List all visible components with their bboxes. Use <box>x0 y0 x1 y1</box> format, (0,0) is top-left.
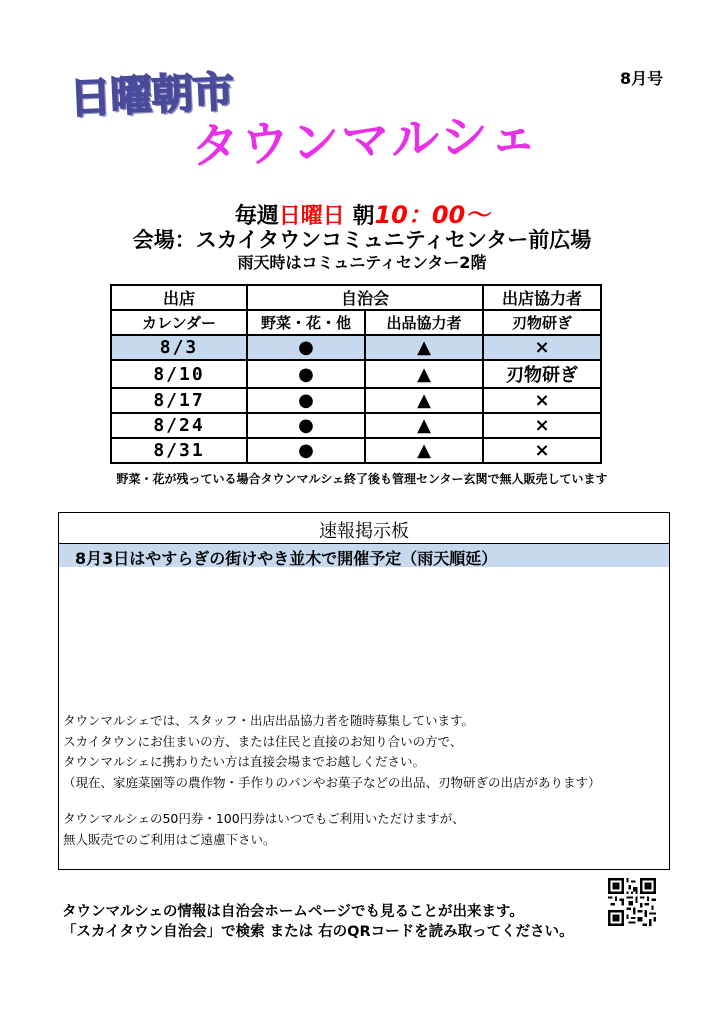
row-knife-text: 刃物研ぎ <box>483 360 601 388</box>
qr-code-icon[interactable] <box>608 878 656 926</box>
schedule-table <box>110 284 602 464</box>
footer-line: 「スカイタウン自治会」で検索 または 右のQRコードを読み取ってください。 <box>62 924 574 940</box>
board-paragraph: （現在、家庭菜園等の農作物・手作りのパンやお菓子などの出品、刃物研ぎの出店があります） <box>63 774 601 790</box>
schedule-day: 日曜日 <box>278 204 345 229</box>
row-cross: × <box>483 413 601 438</box>
row-triangle: ▲ <box>365 413 483 438</box>
schedule-mid: 朝 <box>344 204 375 229</box>
board-title: 速報掲示板 <box>319 521 409 542</box>
issue-label: 8月号 <box>620 69 664 88</box>
row-circle: ● <box>247 335 365 360</box>
footer-line: タウンマルシェの情報は自治会ホームページでも見ることが出来ます。 <box>62 904 524 920</box>
row-date: 8/10 <box>111 360 247 388</box>
row-circle: ● <box>247 413 365 438</box>
board-paragraph: スカイタウンにお住まいの方、または住民と直接のお知り合いの方で、 <box>63 733 463 749</box>
row-date: 8/17 <box>111 388 247 413</box>
board-paragraph: タウンマルシェの50円券・100円券はいつでもご利用いただけますが、 <box>63 811 465 826</box>
rain-text: 雨天時はコミュニティセンター2階 <box>237 253 487 272</box>
row-circle: ● <box>247 388 365 413</box>
schedule-time: 10：00～ <box>374 201 490 229</box>
board-headline: 8月3日はやすらぎの街けやき並木で開催予定（雨天順延） <box>75 549 498 568</box>
table-row <box>111 438 601 463</box>
board-paragraph: タウンマルシェに携わりたい方は直接会場までお越しください。 <box>63 754 425 769</box>
bulletin-board <box>58 512 670 870</box>
board-paragraph: タウンマルシェでは、スタッフ・出店出品協力者を随時募集しています。 <box>63 713 474 728</box>
row-circle: ● <box>247 438 365 463</box>
row-cross: × <box>483 335 601 360</box>
header-calendar-line1: 出店 <box>111 285 247 310</box>
header-sub-exhibitor: 出品協力者 <box>365 310 483 335</box>
row-date: 8/31 <box>111 438 247 463</box>
table-row <box>111 335 601 360</box>
header-sub-knife: 刃物研ぎ <box>483 310 601 335</box>
logo-title-sunday-market: 日曜朝市 <box>68 66 235 123</box>
table-row <box>111 413 601 438</box>
header-sub-vegetables: 野菜・花・他 <box>247 310 365 335</box>
table-row <box>111 360 601 388</box>
row-cross: × <box>483 438 601 463</box>
header-group-jichikai: 自治会 <box>247 285 483 310</box>
row-circle: ● <box>247 360 365 388</box>
header-group-partner: 出店協力者 <box>483 285 601 310</box>
row-date: 8/3 <box>111 335 247 360</box>
board-paragraph: 無人販売でのご利用はご遠慮下さい。 <box>63 831 276 847</box>
row-triangle: ▲ <box>365 335 483 360</box>
row-triangle: ▲ <box>365 388 483 413</box>
row-date: 8/24 <box>111 413 247 438</box>
venue-text: 会場：スカイタウンコミュニティセンター前広場 <box>132 228 592 252</box>
board-headline-strip <box>59 543 669 567</box>
schedule-prefix: 毎週 <box>234 204 279 229</box>
board-body <box>63 711 667 850</box>
row-triangle: ▲ <box>365 438 483 463</box>
row-triangle: ▲ <box>365 360 483 388</box>
table-row <box>111 388 601 413</box>
logo-title-town-marche: タウンマルシェ <box>190 106 540 175</box>
header-calendar-line2: カレンダー <box>111 310 247 335</box>
footer-info <box>62 902 574 942</box>
unmanned-sales-note: 野菜・花が残っている場合タウンマルシェ終了後も管理センター玄関で無人販売しています <box>116 472 608 486</box>
row-cross: × <box>483 388 601 413</box>
